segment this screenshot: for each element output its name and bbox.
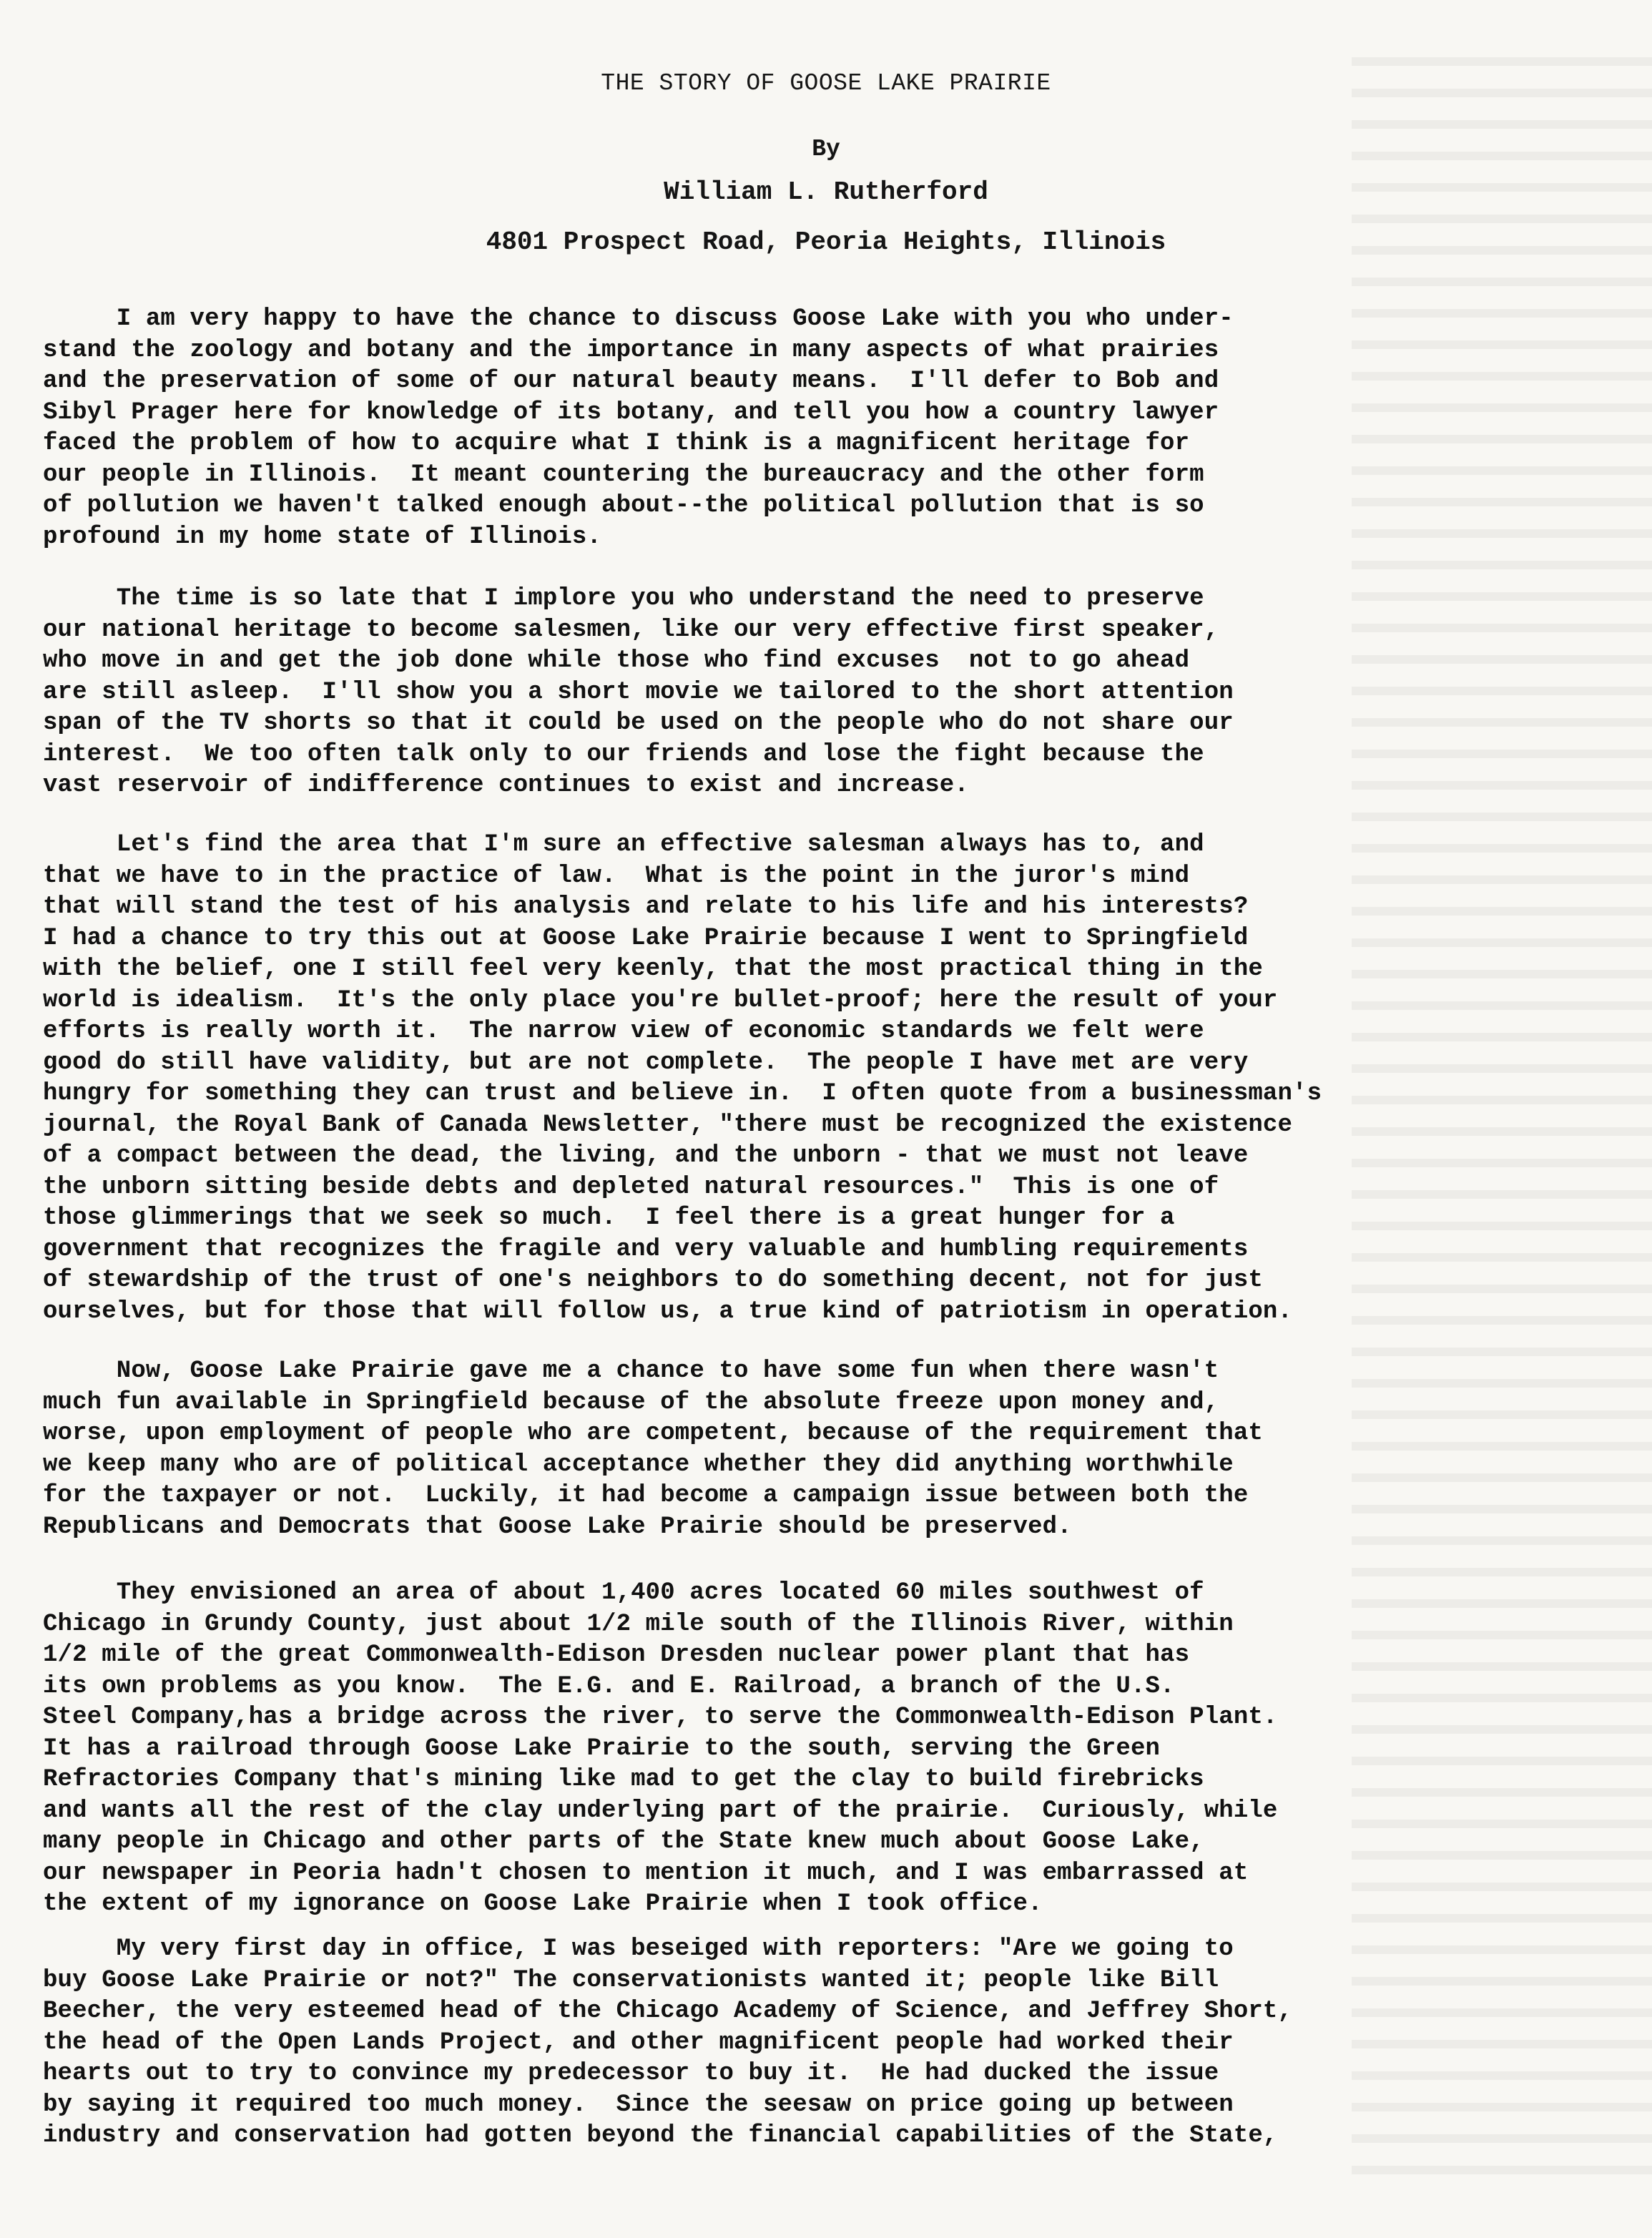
paragraph — [43, 304, 1573, 553]
text-line: Now, Goose Lake Prairie gave me a chance to have some fun when there wasn't — [43, 1358, 1219, 1385]
text-line: The time is so late that I implore you who understand the need to preserve — [43, 585, 1204, 612]
text-line: buy Goose Lake Prairie or not?" The conservationists wanted it; people like Bill — [43, 1966, 1219, 1994]
text-line: for the taxpayer or not. Luckily, it had become a campaign issue between both the — [43, 1482, 1249, 1509]
text-line: our people in Illinois. It meant countering the bureaucracy and the other form — [43, 461, 1204, 489]
text-line: I am very happy to have the chance to discuss Goose Lake with you who under- — [43, 305, 1234, 333]
text-line: of pollution we haven't talked enough about--the political pollution that is so — [43, 492, 1204, 519]
text-line: Sibyl Prager here for knowledge of its botany, and tell you how a country lawyer — [43, 398, 1219, 426]
text-line: that we have to in the practice of law. What is the point in the juror's mind — [43, 862, 1190, 890]
text-line: and wants all the rest of the clay underlying part of the prairie. Curiously, while — [43, 1797, 1278, 1825]
text-line: and the preservation of some of our natural beauty means. I'll defer to Bob and — [43, 368, 1219, 395]
paragraph — [43, 1356, 1573, 1543]
text-line: that will stand the test of his analysis and relate to his life and his interests? — [43, 893, 1249, 921]
author-address: 4801 Prospect Road, Peoria Heights, Illinois — [486, 227, 1166, 257]
text-line: stand the zoology and botany and the importance in many aspects of what prairies — [43, 336, 1219, 364]
text-line: efforts is really worth it. The narrow view of economic standards we felt were — [43, 1018, 1204, 1045]
paragraph — [43, 830, 1573, 1327]
text-line: much fun available in Springfield because of the absolute freeze upon money and, — [43, 1388, 1219, 1416]
text-line: our national heritage to become salesmen, like our very effective first speaker, — [43, 616, 1219, 644]
text-line: of a compact between the dead, the living, and the unborn - that we must not leave — [43, 1142, 1249, 1169]
text-line: industry and conservation had gotten beyond the financial capabilities of the State, — [43, 2122, 1278, 2149]
text-line: good do still have validity, but are not complete. The people I have met are very — [43, 1049, 1249, 1076]
text-line: the unborn sitting beside debts and depleted natural resources." This is one of — [43, 1173, 1219, 1201]
text-line: we keep many who are of political acceptance whether they did anything worthwhile — [43, 1451, 1234, 1478]
paragraph — [43, 1578, 1573, 1920]
text-line: They envisioned an area of about 1,400 acres located 60 miles southwest of — [43, 1579, 1204, 1606]
text-line: span of the TV shorts so that it could be used on the people who do not share our — [43, 710, 1234, 737]
text-line: many people in Chicago and other parts of the State knew much about Goose Lake, — [43, 1828, 1204, 1855]
text-line: with the belief, one I still feel very keenly, that the most practical thing in the — [43, 956, 1263, 983]
text-line: Beecher, the very esteemed head of the Chicago Academy of Science, and Jeffrey Short, — [43, 1998, 1293, 2025]
text-line: I had a chance to try this out at Goose Lake Prairie because I went to Springfield — [43, 924, 1249, 952]
text-line: are still asleep. I'll show you a short movie we tailored to the short attention — [43, 678, 1234, 706]
text-line: government that recognizes the fragile and very valuable and humbling requirements — [43, 1235, 1249, 1263]
text-line: 1/2 mile of the great Commonwealth-Edison Dresden nuclear power plant that has — [43, 1641, 1190, 1669]
text-line: profound in my home state of Illinois. — [43, 523, 602, 551]
text-line: our newspaper in Peoria hadn't chosen to mention it much, and I was embarrassed at — [43, 1859, 1249, 1887]
paragraph — [43, 1934, 1573, 2152]
text-line: My very first day in office, I was beseiged with reporters: "Are we going to — [43, 1935, 1234, 1963]
text-line: ourselves, but for those that will follow us, a true kind of patriotism in operation. — [43, 1297, 1293, 1325]
text-line: journal, the Royal Bank of Canada Newsletter, "there must be recognized the existence — [43, 1111, 1293, 1139]
text-line: world is idealism. It's the only place you're bullet-proof; here the result of your — [43, 986, 1278, 1014]
text-line: interest. We too often talk only to our friends and lose the fight because the — [43, 740, 1204, 768]
text-line: of stewardship of the trust of one's neighbors to do something decent, not for just — [43, 1267, 1263, 1294]
text-line: hungry for something they can trust and believe in. I often quote from a businessman's — [43, 1080, 1322, 1107]
text-line: Republicans and Democrats that Goose Lake Prairie should be preserved. — [43, 1513, 1072, 1541]
byline: By — [812, 136, 840, 162]
text-line: vast reservoir of indifference continues to exist and increase. — [43, 772, 969, 799]
author-name: William L. Rutherford — [664, 177, 988, 207]
text-line: the head of the Open Lands Project, and other magnificent people had worked their — [43, 2028, 1234, 2056]
text-line: those glimmerings that we seek so much. I feel there is a great hunger for a — [43, 1204, 1175, 1232]
text-line: the extent of my ignorance on Goose Lake Prairie when I took office. — [43, 1890, 1043, 1918]
document-title: THE STORY OF GOOSE LAKE PRAIRIE — [601, 70, 1051, 97]
text-line: faced the problem of how to acquire what I think is a magnificent heritage for — [43, 430, 1190, 457]
text-line: worse, upon employment of people who are competent, because of the requirement that — [43, 1420, 1263, 1447]
text-line: Let's find the area that I'm sure an effective salesman always has to, and — [43, 831, 1204, 858]
text-line: Steel Company,has a bridge across the river, to serve the Commonwealth-Edison Plant. — [43, 1704, 1278, 1731]
text-line: its own problems as you know. The E.G. and E. Railroad, a branch of the U.S. — [43, 1672, 1175, 1700]
text-line: Refractories Company that's mining like mad to get the clay to build firebricks — [43, 1766, 1204, 1793]
text-line: It has a railroad through Goose Lake Prairie to the south, serving the Green — [43, 1734, 1161, 1762]
paragraph — [43, 584, 1573, 802]
text-line: Chicago in Grundy County, just about 1/2 mile south of the Illinois River, within — [43, 1610, 1234, 1638]
text-line: who move in and get the job done while those who find excuses not to go ahead — [43, 647, 1190, 674]
text-line: by saying it required too much money. Since the seesaw on price going up between — [43, 2091, 1234, 2119]
text-line: hearts out to try to convince my predecessor to buy it. He had ducked the issue — [43, 2060, 1219, 2087]
